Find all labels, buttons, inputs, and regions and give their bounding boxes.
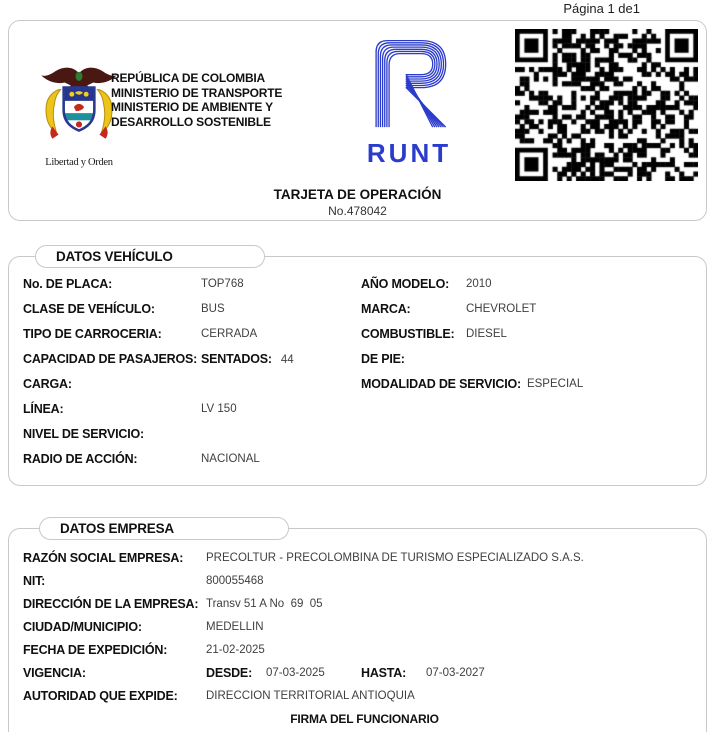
field-row: [23, 546, 706, 569]
field-value: 44: [280, 353, 294, 366]
field-subgroup: [201, 350, 361, 368]
coat-of-arms-caption: Libertad y Orden: [45, 157, 113, 168]
field-row: [23, 371, 706, 396]
field-label: FECHA DE EXPEDICIÓN:: [23, 642, 168, 657]
field-row: [23, 321, 706, 346]
field-row: [23, 592, 706, 615]
field-value: MEDELLIN: [206, 620, 264, 633]
field-label: AUTORIDAD QUE EXPIDE:: [23, 688, 178, 703]
field-label: DIRECCIÓN DE LA EMPRESA:: [23, 596, 199, 611]
field-row: [23, 396, 706, 421]
document-number: No.478042: [328, 204, 387, 218]
signature-label: FIRMA DEL FUNCIONARIO: [290, 712, 439, 726]
field-row: [23, 421, 706, 446]
field-label: DESDE:: [206, 665, 253, 680]
ministry-line: DESARROLLO SOSTENIBLE: [111, 114, 271, 129]
runt-logo-icon: [363, 35, 455, 129]
field-value: DIESEL: [466, 327, 507, 340]
field-row: [23, 296, 706, 321]
company-section-title: DATOS EMPRESA: [39, 517, 289, 540]
field-label: NIT:: [23, 573, 46, 588]
field-row: [23, 615, 706, 638]
field-label: LÍNEA:: [23, 401, 64, 416]
company-section: [8, 521, 707, 732]
field-label: TIPO DE CARROCERIA:: [23, 326, 162, 341]
field-value: PRECOLTUR - PRECOLOMBINA DE TURISMO ESPECIALIZADO S.A.S.: [206, 551, 584, 564]
field-value: LV 150: [201, 402, 237, 415]
field-value: Transv 51 A No 69 05: [206, 597, 323, 610]
field-row: [23, 446, 706, 471]
field-row: [23, 684, 706, 707]
qr-code: [515, 29, 698, 181]
field-value: TOP768: [201, 277, 244, 290]
field-value: CHEVROLET: [466, 302, 537, 315]
field-row: [23, 569, 706, 592]
field-value: DIRECCION TERRITORIAL ANTIOQUIA: [206, 689, 415, 702]
ministry-line: MINISTERIO DE AMBIENTE Y: [111, 100, 273, 114]
field-label: CARGA:: [23, 376, 72, 391]
ministry-line: REPÚBLICA DE COLOMBIA: [111, 71, 266, 85]
field-label: CLASE DE VEHÍCULO:: [23, 301, 155, 316]
field-label: VIGENCIA:: [23, 665, 86, 680]
field-value: 21-02-2025: [206, 643, 265, 656]
header-card: [8, 20, 707, 221]
vehicle-section: [8, 249, 707, 486]
runt-logo: [347, 35, 471, 169]
field-label: CIUDAD/MUNICIPIO:: [23, 619, 142, 634]
field-row: [23, 271, 706, 296]
ministry-line: MINISTERIO DE TRANSPORTE: [111, 85, 283, 100]
field-label: SENTADOS:: [201, 351, 272, 366]
field-label: MARCA:: [361, 301, 411, 316]
field-value: ESPECIAL: [526, 377, 584, 390]
ministry-text: [111, 71, 282, 129]
field-label: DE PIE:: [361, 351, 405, 366]
field-label: COMBUSTIBLE:: [361, 326, 455, 341]
field-row-vigencia: [23, 661, 706, 684]
runt-wordmark: RUNT: [366, 138, 452, 168]
field-label: HASTA:: [361, 665, 407, 680]
field-value: BUS: [201, 302, 225, 315]
field-label: AÑO MODELO:: [361, 276, 450, 291]
field-value: 2010: [466, 277, 492, 290]
page-indicator: Página 1 de1: [563, 1, 640, 16]
field-label: NIVEL DE SERVICIO:: [23, 426, 144, 441]
field-label: MODALIDAD DE SERVICIO:: [361, 376, 521, 391]
field-value: 07-03-2025: [266, 666, 325, 679]
field-row: [23, 346, 706, 371]
colombia-coat-of-arms-icon: [38, 63, 120, 151]
field-row: [23, 638, 706, 661]
field-label: CAPACIDAD DE PASAJEROS:: [23, 351, 198, 366]
field-value: NACIONAL: [201, 452, 260, 465]
vehicle-section-title: DATOS VEHÍCULO: [35, 245, 265, 268]
field-label: RAZÓN SOCIAL EMPRESA:: [23, 550, 184, 565]
field-value: CERRADA: [201, 327, 258, 340]
field-label: RADIO DE ACCIÓN:: [23, 451, 138, 466]
field-value: 800055468: [206, 574, 264, 587]
field-value: 07-03-2027: [426, 666, 485, 679]
field-label: No. DE PLACA:: [23, 276, 113, 291]
document-title: TARJETA DE OPERACIÓN: [273, 187, 442, 202]
